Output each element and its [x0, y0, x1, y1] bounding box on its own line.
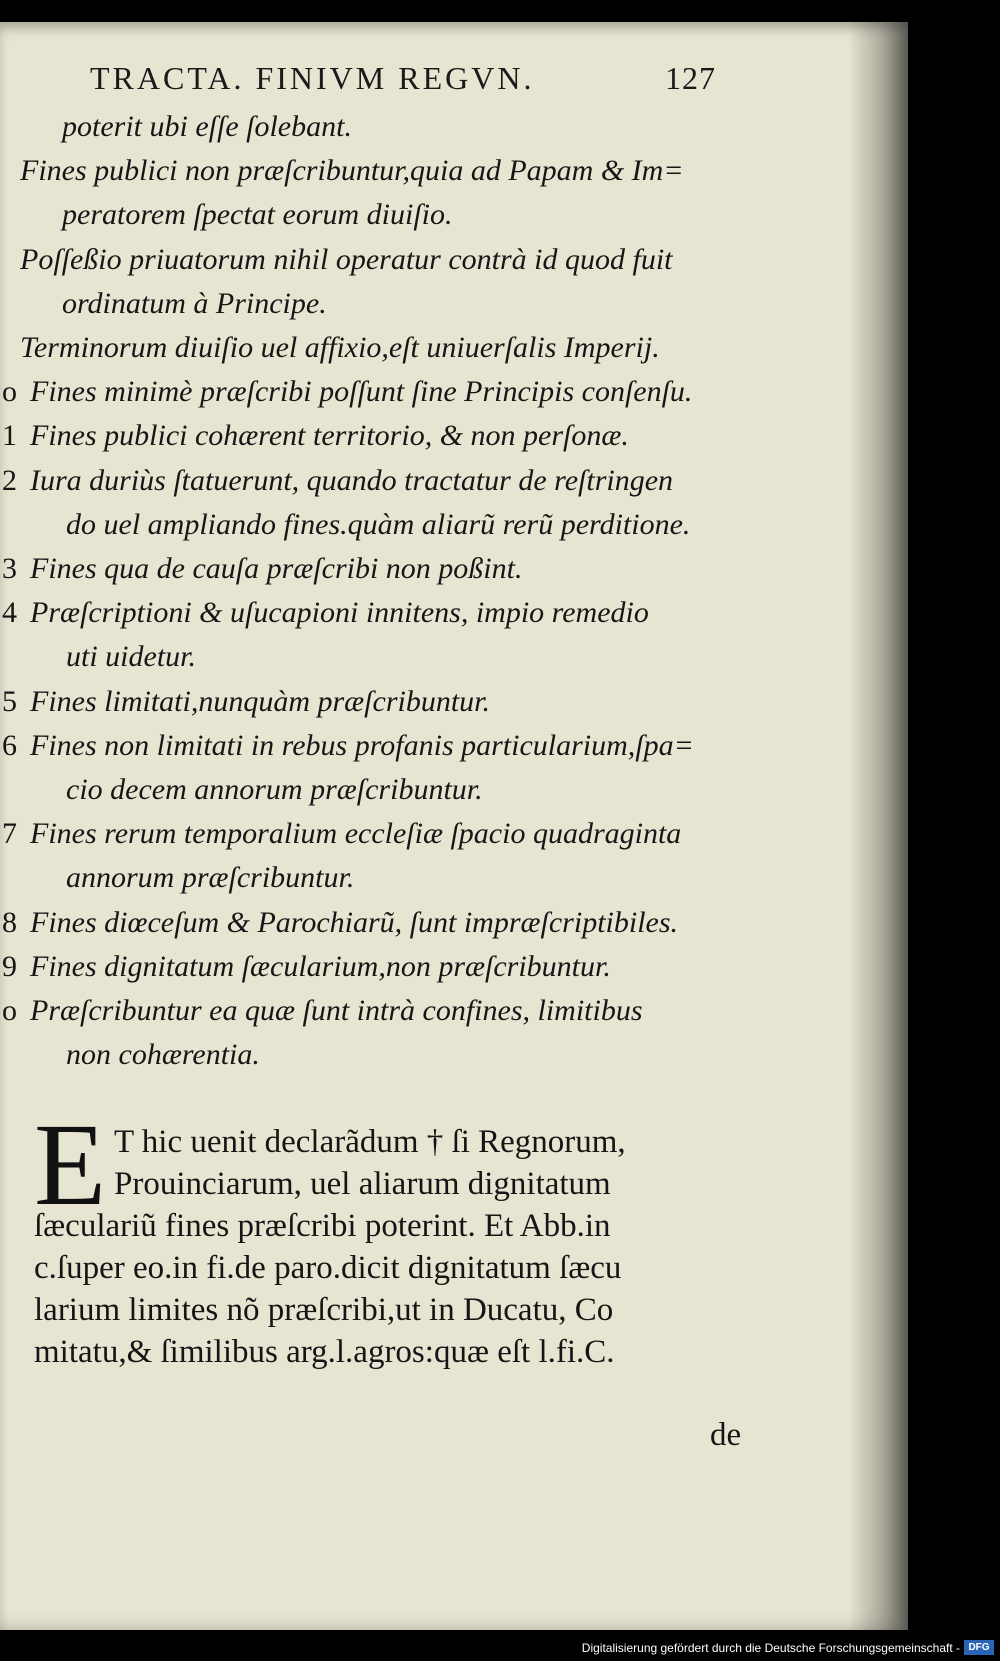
summary-number: 3	[2, 552, 17, 585]
drop-capital: E	[34, 1099, 107, 1230]
summary-text: peratorem ſpectat eorum diuiſio.	[62, 198, 453, 232]
summary-text: Fines rerum temporalium eccleſiæ ſpacio quadraginta	[30, 817, 682, 851]
summary-number: 8	[2, 905, 17, 939]
page-number: 127	[665, 60, 716, 96]
summary-text: ordinatum à Principe.	[62, 286, 327, 320]
summary-text: Fines minimè præſcribi poſſunt ſine Principis conſenſu.	[30, 375, 693, 409]
page-gutter-shadow	[848, 22, 908, 1630]
summary-text: Poſſeßio priuatorum nihil operatur contrà id quod fuit	[20, 242, 673, 276]
summary-text: annorum præſcribuntur.	[66, 861, 355, 895]
summary-text: Fines limitati,nunquàm præſcribuntur.	[30, 684, 491, 718]
summary-text: cio decem annorum præſcribuntur.	[66, 773, 483, 806]
book-page	[0, 22, 908, 1630]
summary-number: 2	[2, 463, 17, 497]
body-line: c.ſuper eo.in fi.de paro.dicit dignitatum ſæcu	[34, 1250, 622, 1286]
summary-number: 6	[2, 728, 17, 762]
summary-text: do uel ampliando fines.quàm aliarũ rerũ perditione.	[66, 507, 691, 541]
summary-text: Præſcribuntur ea quæ ſunt intrà confines, limitibus	[30, 994, 643, 1027]
footer-bar	[0, 1636, 1000, 1661]
summary-text: poterit ubi eſſe ſolebant.	[62, 110, 352, 143]
running-title: TRACTA. FINIVM REGVN.	[90, 60, 535, 96]
dfg-logo: DFG	[964, 1640, 994, 1655]
summary-number: 9	[2, 949, 17, 983]
summary-text: Fines publici non præſcribuntur,quia ad Papam & Im=	[20, 154, 684, 188]
summary-text: Fines publici cohærent territorio, & non perſonæ.	[30, 419, 629, 453]
summary-text: uti uidetur.	[66, 640, 197, 674]
funding-credit: Digitalisierung gefördert durch die Deutsche Forschungsgemeinschaft -	[581, 1641, 960, 1655]
body-line: Prouinciarum, uel aliarum dignitatum	[114, 1166, 611, 1202]
summary-number: o	[2, 994, 17, 1027]
body-line: ſæculariũ fines præſcribi poterint. Et Abb.in	[34, 1208, 611, 1244]
summary-text: Fines dignitatum ſæcularium,non præſcribuntur.	[30, 949, 611, 983]
body-line: larium limites nõ præſcribi,ut in Ducatu, Co	[34, 1292, 614, 1328]
summary-text: non cohærentia.	[66, 1038, 260, 1072]
summary-number: 5	[2, 684, 17, 718]
summary-number: 4	[2, 596, 17, 630]
body-line: mitatu,& ſimilibus arg.l.agros:quæ eſt l.fi.C.	[34, 1334, 615, 1370]
catchword: de	[710, 1417, 742, 1453]
body-line: T hic uenit declarãdum † ſi Regnorum,	[114, 1124, 626, 1160]
summary-text: Terminorum diuiſio uel affixio,eſt uniuerſalis Imperij.	[20, 331, 660, 364]
summary-number: 1	[2, 419, 17, 453]
summary-text: Fines non limitati in rebus profanis particularium,ſpa=	[30, 728, 694, 762]
summary-number: o	[2, 375, 17, 409]
summary-number: 7	[2, 817, 17, 851]
summary-text: Fines diœceſum & Parochiarũ, ſunt impræſcriptibiles.	[30, 905, 679, 939]
summary-text: Iura duriùs ſtatuerunt, quando tractatur de reſtringen	[30, 463, 674, 497]
summary-text: Fines qua de cauſa præſcribi non poßint.	[30, 552, 523, 585]
summary-text: Præſcriptioni & uſucapioni innitens, impio remedio	[30, 596, 649, 630]
